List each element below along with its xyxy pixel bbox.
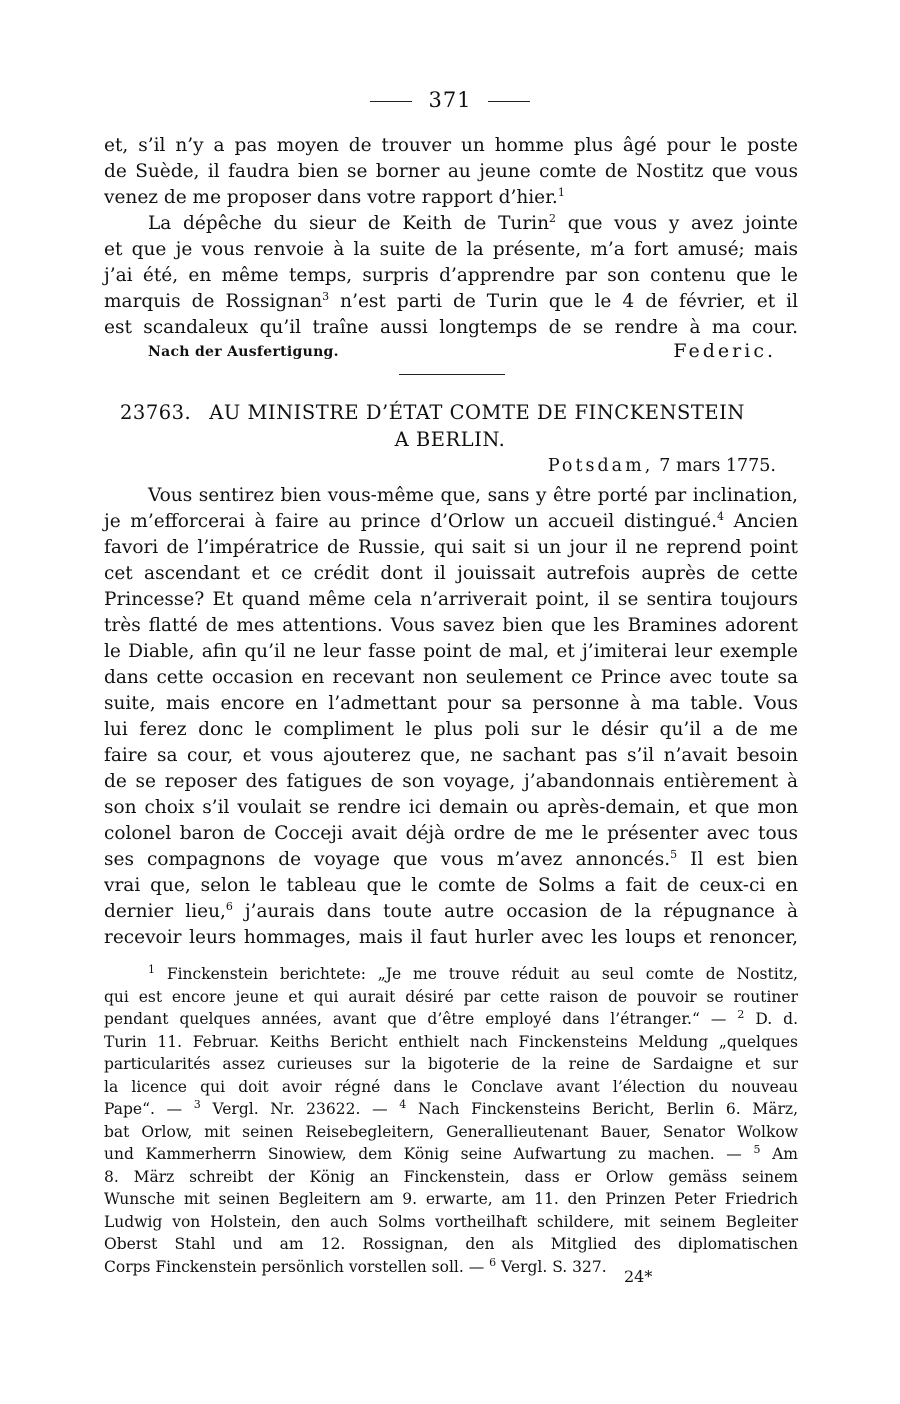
footnote-line: 8. März schreibt der König an Finckenstein, dass er Orlow gemäss seinem: [104, 1167, 798, 1186]
text-line: et, s’il n’y a pas moyen de trouver un homme plus âgé pour le poste: [104, 135, 798, 156]
text-line: lui ferez donc le compliment le plus poli sur le désir qu’il a de me: [104, 719, 798, 740]
dateline: [548, 456, 776, 476]
text-line: La dépêche du sieur de Keith de Turin$^2$ que vous y avez jointe: [148, 211, 798, 234]
text-line: de Suède, il faudra bien se borner au jeune comte de Nostitz que vous: [104, 161, 798, 182]
footnote-ref: 1: [557, 185, 565, 199]
text-line: son choix s’il voulait se rendre ici demain ou après-demain, et que mon: [104, 797, 798, 818]
text-line: très flatté de mes attentions. Vous savez bien que les Bramines adorent: [104, 615, 798, 636]
text-line: cet ascendant et ce crédit dont il jouissait autrefois auprès de cette: [104, 563, 798, 584]
page-number-header: [0, 88, 900, 112]
footnote-line: Ludwig von Holstein, den auch Solms vortheilhaft schildere, mit seinem Begleiter: [104, 1212, 798, 1231]
text-line: ses compagnons de voyage que vous m’avez annoncés.$^5$ Il est bien: [104, 847, 798, 870]
signature: Federic.: [673, 340, 776, 362]
source-note: Nach der Ausfertigung.: [148, 344, 339, 360]
previous-letter-ending: [104, 133, 798, 341]
footnote-line: Turin 11. Februar. Keiths Bericht enthielt nach Finckensteins Meldung „quelques: [104, 1032, 798, 1051]
text-line: colonel baron de Cocceji avait déjà ordre de me le présenter avec tous: [104, 823, 798, 844]
text-line: suite, mais encore en l’admettant pour sa personne à ma table. Vous: [104, 693, 798, 714]
text-line: marquis de Rossignan$^3$ n’est parti de Turin que le 4 de février, et il: [104, 289, 798, 312]
page-number: 371: [428, 88, 472, 112]
footnote-mark: 2: [737, 1007, 745, 1021]
letter-addressee: AU MINISTRE D’ÉTAT COMTE DE FINCKENSTEIN: [209, 401, 745, 424]
text-line: et que je vous renvoie à la suite de la présente, m’a fort amusé; mais: [104, 239, 798, 260]
text-line: recevoir leurs hommages, mais il faut hurler avec les loups et renoncer,: [104, 927, 798, 948]
footnote-mark: 3: [193, 1097, 201, 1111]
header-dash-right: [488, 101, 530, 102]
letter-city: A BERLIN.: [394, 428, 506, 451]
text-line: dernier lieu,$^6$ j’aurais dans toute autre occasion de la répugnance à: [104, 899, 798, 922]
text-line: j’ai été, en même temps, surpris d’apprendre par son contenu que le: [104, 265, 798, 286]
date: 7 mars 1775.: [659, 456, 776, 476]
footnote-line: Pape“. — $^3$ Vergl. Nr. 23622. — $^4$ Nach Finckensteins Bericht, Berlin 6. März,: [104, 1097, 798, 1118]
footnote-line: pendant quelques années, avant que d’être employé dans l’étranger.“ — $^2$ D. d.: [104, 1007, 799, 1028]
text-line: Princesse? Et quand même cela n’arriverait point, il se sentira toujours: [104, 589, 798, 610]
text-line: favori de l’impératrice de Russie, qui sait si un jour il ne reprend point: [104, 537, 798, 558]
footnote-mark: 6: [489, 1255, 497, 1269]
footnote-line: qui est encore jeune et qui aurait désiré par cette raison de pouvoir se routiner: [104, 987, 798, 1006]
footnote-ref: 2: [549, 211, 557, 225]
footnote-mark: 1: [148, 962, 155, 976]
footnote-line: $^1$ Finckenstein berichtete: „Je me trouve réduit au seul comte de Nostitz,: [148, 962, 798, 983]
text-line: le Diable, afin qu’il ne leur fasse point de mal, et j’imiterai leur exemple: [104, 641, 798, 662]
footnote-ref: 3: [322, 289, 330, 303]
footnote-mark: 4: [399, 1097, 407, 1111]
footnote-line: particularités assez curieuses sur la bigoterie de la reine de Sardaigne et sur: [104, 1055, 798, 1073]
place: Potsdam,: [547, 456, 654, 476]
footnotes: [104, 963, 798, 1278]
section-divider: [399, 374, 505, 375]
footnote-ref: 4: [716, 509, 724, 523]
letter-body: [104, 483, 798, 951]
footnote-line: Wunsche mit seinen Begleitern am 9. erwarte, am 11. den Prinzen Peter Friedrich: [104, 1190, 798, 1208]
sheet-signature: 24*: [624, 1267, 653, 1286]
header-dash-left: [370, 101, 412, 102]
footnote-line: und Kammerherrn Sinowiew, dem König seine Aufwartung zu machen. — $^5$ Am: [104, 1142, 798, 1163]
footnote-mark: 5: [753, 1142, 761, 1156]
letter-number: 23763.: [120, 401, 192, 424]
text-line: je m’efforcerai à faire au prince d’Orlow un accueil distingué.$^4$ Ancien: [104, 509, 798, 532]
text-line: est scandaleux qu’il traîne aussi longtemps de se rendre à ma cour.: [104, 317, 798, 338]
footnote-ref: 5: [670, 847, 678, 861]
footnote-ref: 6: [225, 899, 233, 913]
text-line: de se reposer des fatigues de son voyage, j’abandonnais entièrement à: [104, 771, 798, 792]
closing-row: [148, 340, 776, 366]
text-line: Vous sentirez bien vous-même que, sans y être porté par inclination,: [148, 485, 798, 506]
footnote-line: Corps Finckenstein persönlich vorstellen soll. — $^6$ Vergl. S. 327.: [104, 1255, 607, 1276]
footnote-line: bat Orlow, mit seinen Reisebegleitern, Generallieutenant Bauer, Senator Wolkow: [104, 1122, 798, 1141]
text-line: venez de me proposer dans votre rapport d’hier.$^1$: [104, 185, 565, 208]
text-line: vrai que, selon le tableau que le comte de Solms a fait de ceux-ci en: [104, 875, 798, 896]
footnote-line: Oberst Stahl und am 12. Rossignan, den als Mitglied des diplomatischen: [104, 1235, 798, 1253]
text-line: dans cette occasion en recevant non seulement ce Prince avec toute sa: [104, 667, 798, 688]
letter-heading: [120, 401, 798, 424]
footnote-line: la licence qui doit avoir régné dans le Conclave avant l’élection du nouveau: [104, 1077, 798, 1096]
text-line: faire sa cour, et vous ajouterez que, ne sachant pas s’il n’avait besoin: [104, 745, 798, 766]
